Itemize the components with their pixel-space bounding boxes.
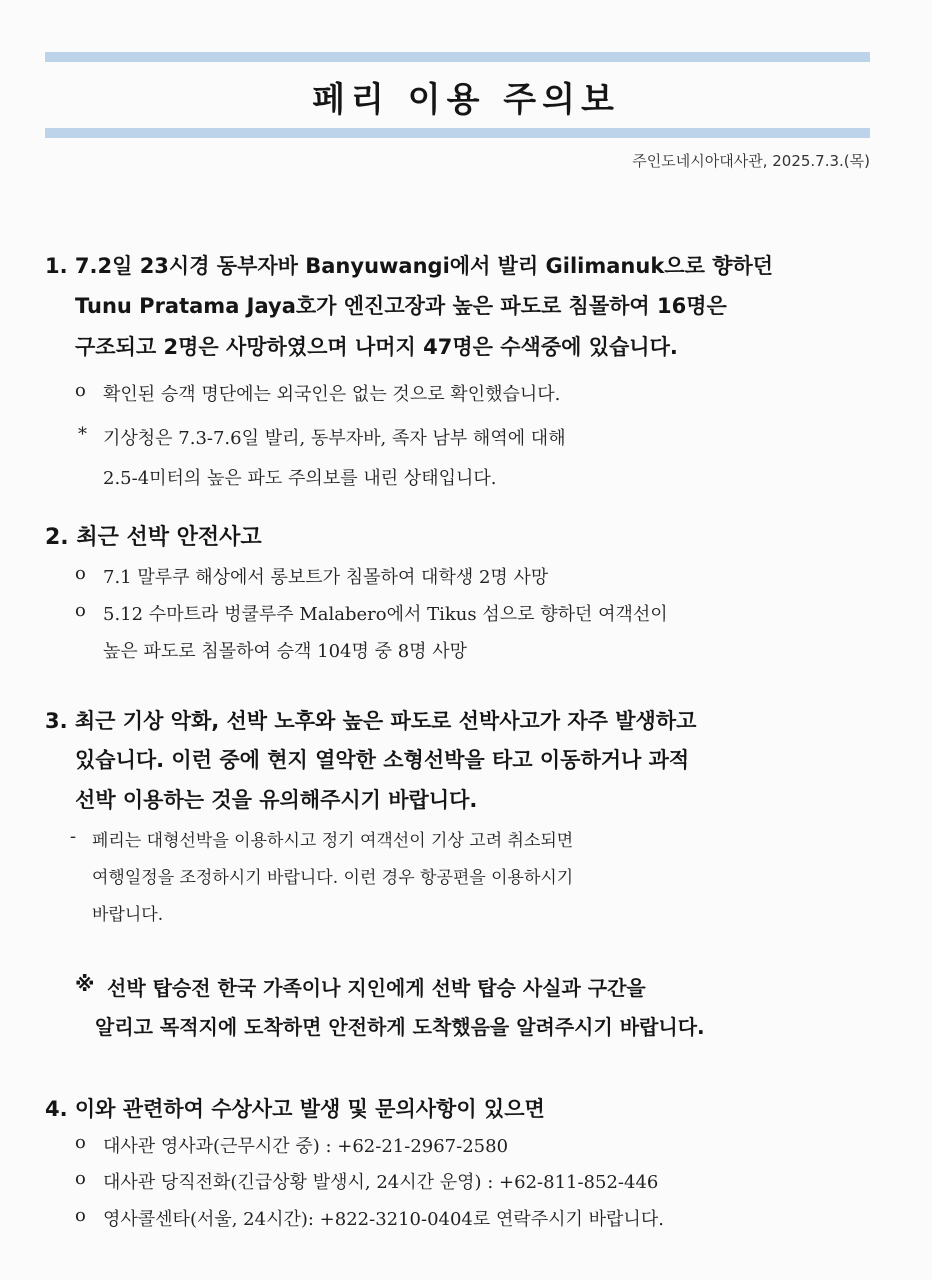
bullet-marker: o xyxy=(75,380,86,401)
bullet-marker: o xyxy=(75,1132,86,1153)
list-item: 5.12 수마트라 벙쿨루주 Malabero에서 Tikus 섬으로 향하던 여객선이 xyxy=(103,604,668,625)
contact-item: 대사관 영사과(근무시간 중) : +62-21-2967-2580 xyxy=(103,1136,509,1157)
issuer-date: 주인도네시아대사관, 2025.7.3.(목) xyxy=(632,152,870,170)
notice-line: 알리고 목적지에 도착하면 안전하게 도착했음을 알려주시기 바랍니다. xyxy=(95,1015,705,1039)
section-2-heading: 2. 최근 선박 안전사고 xyxy=(45,525,262,550)
dash-line: 페리는 대형선박을 이용하시고 정기 여객선이 기상 고려 취소되면 xyxy=(92,831,574,851)
reference-mark: ※ xyxy=(75,972,95,996)
note-marker: * xyxy=(78,424,87,445)
list-item: 확인된 승객 명단에는 외국인은 없는 것으로 확인했습니다. xyxy=(103,384,561,405)
section-1-line: 구조되고 2명은 사망하였으며 나머지 47명은 수색중에 있습니다. xyxy=(75,335,678,359)
section-3-line: 선박 이용하는 것을 유의해주시기 바랍니다. xyxy=(75,788,478,812)
section-4-heading: 4. 이와 관련하여 수상사고 발생 및 문의사항이 있으면 xyxy=(45,1097,545,1121)
page-title: 페리 이용 주의보 xyxy=(312,80,620,120)
bullet-marker: o xyxy=(75,1205,86,1226)
title-bottom-rule xyxy=(45,128,870,138)
bullet-marker: o xyxy=(75,600,86,621)
note-line: 기상청은 7.3-7.6일 발리, 동부자바, 족자 남부 해역에 대해 xyxy=(103,428,566,449)
notice-line: 선박 탑승전 한국 가족이나 지인에게 선박 탑승 사실과 구간을 xyxy=(107,976,646,1000)
list-item-continuation: 높은 파도로 침몰하여 승객 104명 중 8명 사망 xyxy=(103,641,468,662)
dash-marker: - xyxy=(70,826,77,847)
section-3-line: 3. 최근 기상 악화, 선박 노후와 높은 파도로 선박사고가 자주 발생하고 xyxy=(45,709,697,733)
note-line: 2.5-4미터의 높은 파도 주의보를 내린 상태입니다. xyxy=(103,468,497,489)
dash-line: 여행일정을 조정하시기 바랍니다. 이런 경우 항공편을 이용하시기 xyxy=(92,868,574,888)
bullet-marker: o xyxy=(75,563,86,584)
title-top-rule xyxy=(45,52,870,62)
contact-item: 대사관 당직전화(긴급상황 발생시, 24시간 운영) : +62-811-852-446 xyxy=(103,1172,659,1193)
section-3-line: 있습니다. 이런 중에 현지 열악한 소형선박을 타고 이동하거나 과적 xyxy=(75,748,690,772)
contact-item: 영사콜센타(서울, 24시간): +822-3210-0404로 연락주시기 바랍니다. xyxy=(103,1209,664,1230)
list-item: 7.1 말루쿠 해상에서 롱보트가 침몰하여 대학생 2명 사망 xyxy=(103,567,549,588)
dash-line: 바랍니다. xyxy=(92,905,164,925)
section-1-line: 1. 7.2일 23시경 동부자바 Banyuwangi에서 발리 Gilimanuk으로 향하던 xyxy=(45,254,774,278)
bullet-marker: o xyxy=(75,1168,86,1189)
section-1-line: Tunu Pratama Jaya호가 엔진고장과 높은 파도로 침몰하여 16명은 xyxy=(75,294,727,318)
